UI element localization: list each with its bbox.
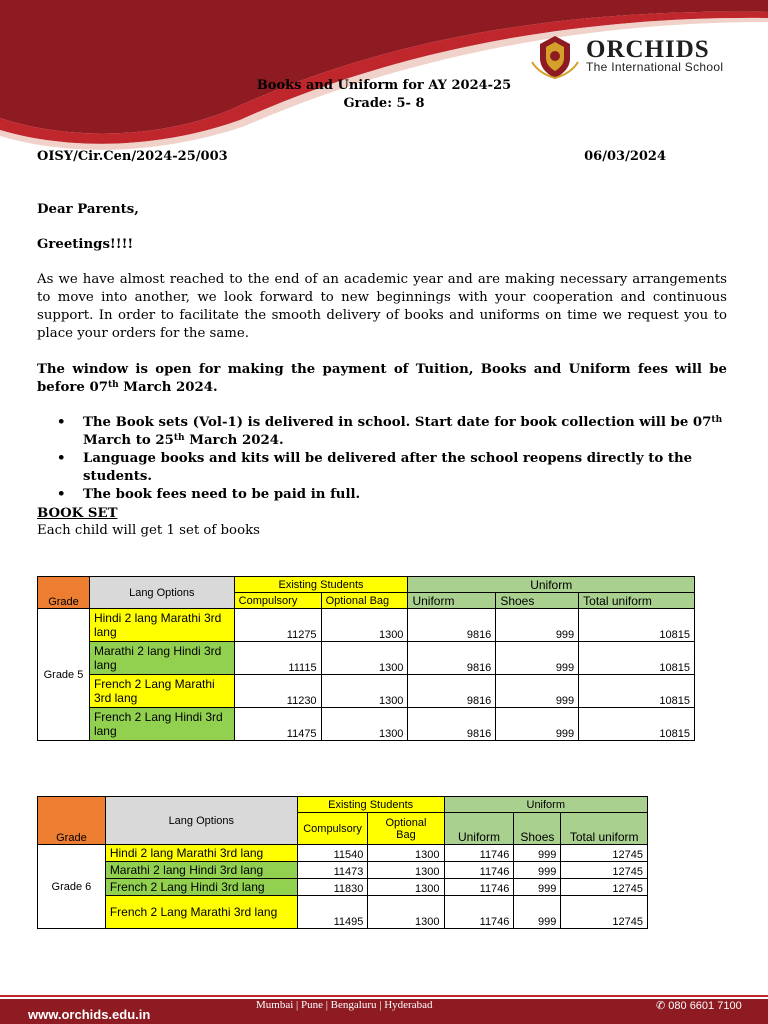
lang-option: French 2 Lang Hindi 3rd lang xyxy=(105,879,297,896)
intro-paragraph: As we have almost reached to the end of an academic year and are making necessary arrangements to move into another, we look forward to new beginnings with your cooperation and continuous support. In order to facilitate the smooth delivery of books and uniforms on time we request you to place your orders for the same. xyxy=(37,272,727,341)
optional-value: 1300 xyxy=(321,609,408,642)
existing-students-header: Existing Students xyxy=(297,797,444,813)
notice-list xyxy=(37,414,727,504)
table-row xyxy=(38,675,695,708)
total-value: 12745 xyxy=(561,896,648,929)
optional-bag-header: Optional Bag xyxy=(368,813,444,845)
shoes-value: 999 xyxy=(496,708,579,741)
footer-website-link[interactable]: www.orchids.edu.in xyxy=(28,1007,151,1022)
shoes-value: 999 xyxy=(514,896,561,929)
compulsory-value: 11540 xyxy=(297,845,368,862)
total-value: 10815 xyxy=(579,708,695,741)
shoes-value: 999 xyxy=(514,862,561,879)
uniform-group-header: Uniform xyxy=(408,577,695,593)
uniform-value: 9816 xyxy=(408,708,496,741)
grade-line: Grade: 5- 8 xyxy=(343,96,425,111)
table-row xyxy=(38,609,695,642)
uniform-header: Uniform xyxy=(408,593,496,609)
compulsory-value: 11473 xyxy=(297,862,368,879)
optional-value: 1300 xyxy=(368,862,444,879)
compulsory-value: 11475 xyxy=(234,708,321,741)
footer-phone: ✆ 080 6601 7100 xyxy=(656,1000,742,1012)
existing-students-header: Existing Students xyxy=(234,577,408,593)
uniform-value: 11746 xyxy=(444,862,514,879)
optional-value: 1300 xyxy=(321,675,408,708)
lang-option: Marathi 2 lang Hindi 3rd lang xyxy=(105,862,297,879)
list-item: • The book fees need to be paid in full. xyxy=(37,486,727,504)
shoes-value: 999 xyxy=(514,845,561,862)
shoes-value: 999 xyxy=(496,609,579,642)
grade-header: Grade xyxy=(38,577,90,609)
optional-value: 1300 xyxy=(321,708,408,741)
optional-value: 1300 xyxy=(368,896,444,929)
grade-label: Grade 6 xyxy=(38,845,106,929)
uniform-value: 9816 xyxy=(408,642,496,675)
optional-value: 1300 xyxy=(368,845,444,862)
circular-ref: OISY/Cir.Cen/2024-25/003 xyxy=(37,149,228,164)
document-title: Books and Uniform for AY 2024-25 xyxy=(256,78,512,93)
lang-option: Marathi 2 lang Hindi 3rd lang xyxy=(89,642,234,675)
total-value: 12745 xyxy=(561,845,648,862)
grade-header: Grade xyxy=(38,797,106,845)
salutation: Dear Parents, xyxy=(37,202,139,217)
compulsory-value: 11830 xyxy=(297,879,368,896)
payment-window-note: The window is open for making the payment of Tuition, Books and Uniform fees will be before 07th March 2024. xyxy=(37,362,727,395)
total-value: 10815 xyxy=(579,675,695,708)
table-row xyxy=(38,708,695,741)
lang-option: Hindi 2 lang Marathi 3rd lang xyxy=(105,845,297,862)
fee-table-grade6 xyxy=(37,796,648,929)
phone-icon: ✆ xyxy=(656,1000,669,1012)
uniform-value: 11746 xyxy=(444,845,514,862)
shoes-value: 999 xyxy=(514,879,561,896)
lang-options-header: Lang Options xyxy=(105,797,297,845)
footer-cities: Mumbai | Pune | Bengaluru | Hyderabad xyxy=(256,999,433,1011)
lang-option: French 2 Lang Marathi 3rd lang xyxy=(89,675,234,708)
total-value: 12745 xyxy=(561,879,648,896)
shoes-header: Shoes xyxy=(514,813,561,845)
uniform-value: 11746 xyxy=(444,879,514,896)
optional-value: 1300 xyxy=(321,642,408,675)
compulsory-header: Compulsory xyxy=(234,593,321,609)
uniform-value: 11746 xyxy=(444,896,514,929)
school-logo xyxy=(530,32,745,80)
list-item: • The Book sets (Vol-1) is delivered in school. Start date for book collection will be 07th March to 25th March 2024. xyxy=(37,414,727,450)
circular-date: 06/03/2024 xyxy=(584,149,666,164)
fee-table-grade5 xyxy=(37,576,695,741)
table-row xyxy=(38,845,648,862)
table-row xyxy=(38,879,648,896)
total-uniform-header: Total uniform xyxy=(579,593,695,609)
shoes-value: 999 xyxy=(496,675,579,708)
total-uniform-header: Total uniform xyxy=(561,813,648,845)
uniform-value: 9816 xyxy=(408,675,496,708)
uniform-group-header: Uniform xyxy=(444,797,647,813)
book-set-note: Each child will get 1 set of books xyxy=(37,523,260,538)
school-name: ORCHIDS xyxy=(586,36,710,63)
grade-label: Grade 5 xyxy=(38,609,90,741)
table-row xyxy=(38,642,695,675)
table-row xyxy=(38,862,648,879)
lang-option: French 2 Lang Hindi 3rd lang xyxy=(89,708,234,741)
lang-option: French 2 Lang Marathi 3rd lang xyxy=(105,896,297,929)
uniform-value: 9816 xyxy=(408,609,496,642)
crest-icon xyxy=(530,32,580,80)
compulsory-value: 11495 xyxy=(297,896,368,929)
school-tagline: The International School xyxy=(586,60,724,74)
table-row xyxy=(38,896,648,929)
compulsory-value: 11230 xyxy=(234,675,321,708)
optional-value: 1300 xyxy=(368,879,444,896)
total-value: 10815 xyxy=(579,642,695,675)
total-value: 10815 xyxy=(579,609,695,642)
lang-option: Hindi 2 lang Marathi 3rd lang xyxy=(89,609,234,642)
book-set-heading: BOOK SET xyxy=(37,506,118,521)
shoes-value: 999 xyxy=(496,642,579,675)
total-value: 12745 xyxy=(561,862,648,879)
compulsory-value: 11115 xyxy=(234,642,321,675)
shoes-header: Shoes xyxy=(496,593,579,609)
compulsory-header: Compulsory xyxy=(297,813,368,845)
uniform-header: Uniform xyxy=(444,813,514,845)
optional-bag-header: Optional Bag xyxy=(321,593,408,609)
compulsory-value: 11275 xyxy=(234,609,321,642)
lang-options-header: Lang Options xyxy=(89,577,234,609)
greeting: Greetings!!!! xyxy=(37,237,134,252)
list-item: • Language books and kits will be delivered after the school reopens directly to the students. xyxy=(37,450,727,486)
